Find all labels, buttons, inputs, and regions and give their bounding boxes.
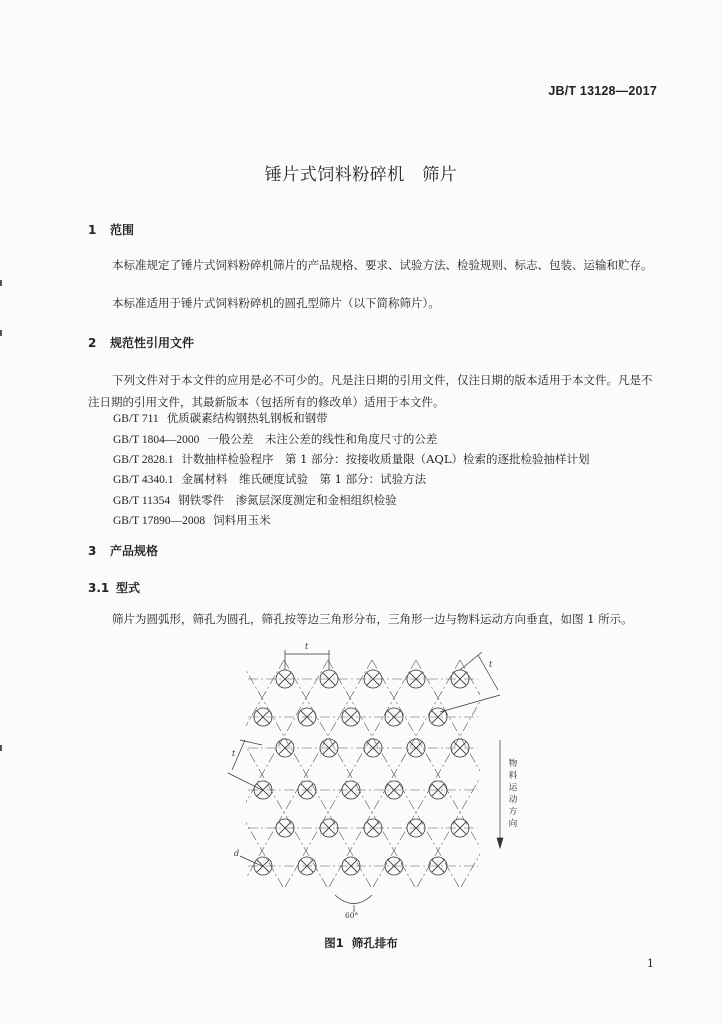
section-title: 产品规格: [110, 544, 159, 558]
reference-title: 一般公差 未注公差的线性和角度尺寸的公差: [207, 432, 438, 446]
reference-code: GB/T 711: [113, 413, 159, 425]
paragraph: 筛片为圆弧形，筛孔为圆孔，筛孔按等边三角形分布，三角形一边与物料运动方向垂直，如图 1 所示。: [112, 612, 633, 626]
standard-number: JB/T 13128—2017: [548, 84, 657, 98]
reference-title: 饲料用玉米: [213, 513, 271, 527]
dimension-label-t: t: [232, 749, 236, 758]
reference-title: 钢铁零件 渗氮层深度测定和金相组织检验: [178, 493, 397, 507]
figure-caption: [0, 935, 722, 951]
dimension-label-t: t: [305, 642, 309, 651]
figure-title: 筛孔排布: [351, 936, 398, 950]
reference-code: GB/T 11354: [113, 495, 171, 507]
paragraph: 本标准适用于锤片式饲料粉碎机的圆孔型筛片（以下简称筛片）。: [112, 296, 440, 310]
section-title: 范围: [110, 223, 135, 237]
reference-title: 计数抽样检验程序 第 1 部分：按接收质量限（AQL）检索的逐批检验抽样计划: [181, 452, 590, 466]
section-title: 规范性引用文件: [110, 336, 195, 350]
reference-code: GB/T 2828.1: [113, 454, 174, 466]
section-number: 3: [88, 544, 97, 558]
reference-code: GB/T 4340.1: [113, 474, 174, 486]
document-title: 锤片式饲料粉碎机 筛片: [264, 165, 458, 185]
paragraph: 本标准规定了锤片式饲料粉碎机筛片的产品规格、要求、试验方法、检验规则、标志、包装、运输和贮存。: [112, 258, 653, 272]
page-number: 1: [647, 957, 654, 970]
angle-label: 60°: [345, 911, 359, 920]
section-number: 1: [88, 223, 97, 237]
dimension-label-d: d: [234, 849, 240, 858]
section-number: 3.1: [88, 581, 110, 595]
reference-title: 金属材料 维氏硬度试验 第 1 部分：试验方法: [181, 472, 427, 486]
direction-label: 物料运动方向: [508, 759, 518, 829]
section-title: 型式: [116, 581, 141, 595]
reference-code: GB/T 17890—2008: [113, 515, 206, 527]
paragraph: 下列文件对于本文件的应用是必不可少的。凡是注日期的引用文件，仅注日期的版本适用于本文件。凡是不注日期的引用文件，其最新版本（包括所有的修改单）适用于本文件。: [88, 373, 653, 409]
reference-code: GB/T 1804—2000: [113, 434, 200, 446]
figure-number: 图1: [324, 936, 344, 950]
reference-title: 优质碳素结构钢热轧钢板和钢带: [166, 411, 328, 425]
section-number: 2: [88, 336, 97, 350]
dimension-label-t: t: [489, 660, 493, 669]
